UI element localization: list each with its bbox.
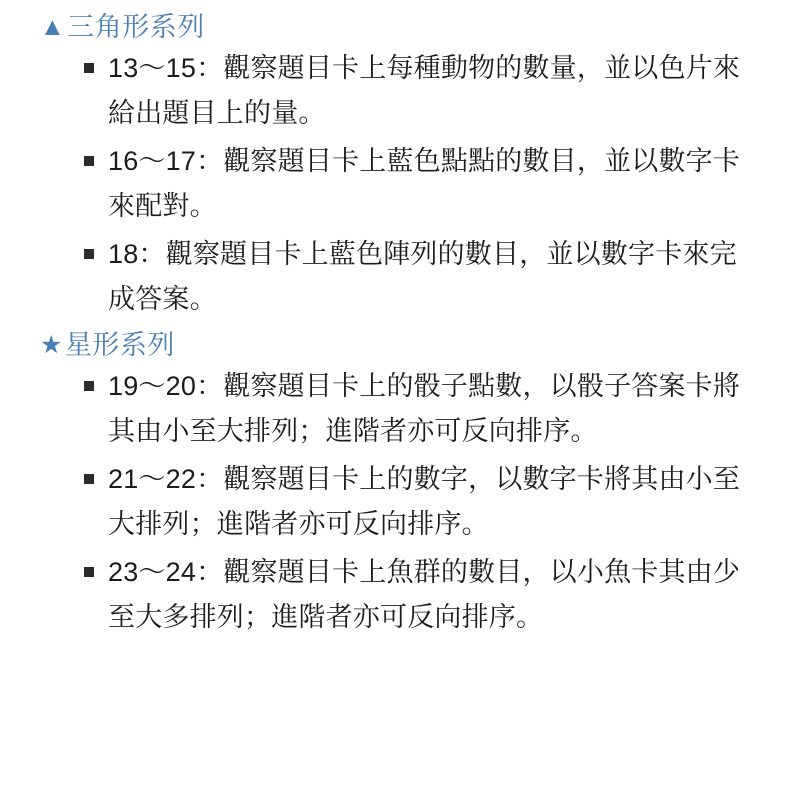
square-bullet-icon <box>84 63 94 73</box>
list-item <box>18 364 782 454</box>
list-item-text: 21～22：觀察題目卡上的數字，以數字卡將其由小至大排列；進階者亦可反向排序。 <box>108 464 741 539</box>
list-item-text: 16～17：觀察題目卡上藍色點點的數目，並以數字卡來配對。 <box>108 146 741 221</box>
list-item-text: 13～15：觀察題目卡上每種動物的數量，並以色片來給出題目上的量。 <box>108 53 741 128</box>
section-title-triangle: 三角形系列 <box>67 12 205 42</box>
square-bullet-icon <box>84 156 94 166</box>
list-item <box>18 46 782 136</box>
list-item-text: 18：觀察題目卡上藍色陣列的數目，並以數字卡來完成答案。 <box>108 239 737 314</box>
list-item-text: 23～24：觀察題目卡上魚群的數目，以小魚卡其由少至大多排列；進階者亦可反向排序。 <box>108 557 741 632</box>
list-item-text: 19～20：觀察題目卡上的骰子點數，以骰子答案卡將其由小至大排列；進階者亦可反向排序。 <box>108 371 741 446</box>
list-item <box>18 232 782 322</box>
section-heading-star <box>40 328 782 362</box>
square-bullet-icon <box>84 381 94 391</box>
square-bullet-icon <box>84 474 94 484</box>
square-bullet-icon <box>84 567 94 577</box>
section-heading-triangle <box>40 10 782 44</box>
star-marker-icon: ★ <box>40 331 63 359</box>
item-list-triangle <box>18 46 782 322</box>
item-list-star <box>18 364 782 640</box>
list-item <box>18 457 782 547</box>
triangle-marker-icon: ▲ <box>40 13 66 41</box>
section-title-star: 星形系列 <box>64 330 175 360</box>
square-bullet-icon <box>84 249 94 259</box>
list-item <box>18 550 782 640</box>
list-item <box>18 139 782 229</box>
